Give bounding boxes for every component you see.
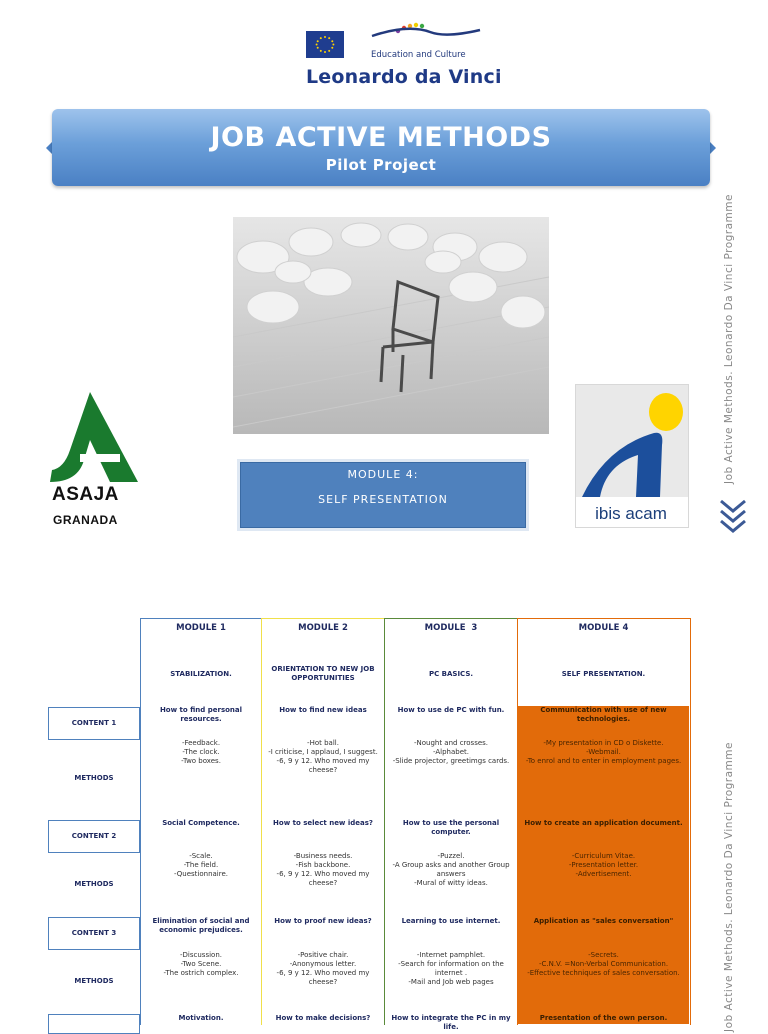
module1-content4: Motivation. [178,1014,224,1022]
side-programme-text-top: Job Active Methods. Leonardo Da Vinci Programme [723,194,735,484]
eu-flag-logo [306,31,344,58]
row-label-methods2: METHODS [74,880,114,888]
title-banner [52,109,710,186]
banner-right-arrow [710,142,716,154]
module4-methods3: -Secrets. -C.N.V. =Non-Verbal Communication. -Effective techniques of sales conversation. [527,951,680,977]
asaja-region: GRANADA [53,513,118,527]
module2-methods1: -Hot ball. -I criticise, I applaud, I suggest. -6, 9 y 12. Who moved my cheese? [268,739,378,774]
module4-content4: Presentation of the own person. [539,1014,668,1022]
row-label-content1: CONTENT 1 [48,707,140,740]
module-box [240,462,526,528]
module4-methods1: -My presentation in CD o Diskette. -Webmail. -To enrol and to enter in employment pages. [525,739,682,765]
module2-header: MODULE 2 [298,623,348,633]
programme-title: Leonardo da Vinci [306,66,502,88]
chevrons-down-icon [719,497,747,537]
module4-content3: Application as "sales conversation" [533,917,674,925]
asaja-name: ASAJA [52,484,119,505]
module3-methods3: -Internet pamphlet. -Search for information on the internet . -Mail and Job web pages [398,951,504,986]
module2-methods3: -Positive chair. -Anonymous letter. -6, 9 y 12. Who moved my cheese? [276,951,370,986]
row-label-content3: CONTENT 3 [48,917,140,950]
row-label-content2: CONTENT 2 [48,820,140,853]
banner-subtitle: Pilot Project [325,156,437,174]
row-label-content4 [48,1014,140,1034]
module2-content3: How to proof new ideas? [274,917,372,925]
module2-theme: ORIENTATION TO NEW JOB OPPORTUNITIES [271,665,375,682]
module3-header: MODULE 3 [424,623,478,633]
module1-header: MODULE 1 [176,623,226,633]
side-programme-text-bottom: Job Active Methods. Leonardo Da Vinci Programme [723,742,735,1032]
asaja-logo [50,390,140,530]
module1-content3: Elimination of social and economic prejudices. [152,917,250,934]
row-label-methods3: METHODS [74,977,114,985]
module2-methods2: -Business needs. -Fish backbone. -6, 9 y 12. Who moved my cheese? [276,852,370,887]
module3-theme: PC BASICS. [428,670,474,678]
row-label-methods1: METHODS [74,774,114,782]
module1-theme: STABILIZATION. [170,670,232,678]
module3-content2: How to use the personal computer. [402,819,500,836]
module3-content1: How to use de PC with fun. [397,706,505,714]
classroom-chairs-photo [233,217,549,434]
module1-methods2: -Scale. -The field. -Questionnaire. [173,852,229,878]
module2-content2: How to select new ideas? [273,819,373,827]
module4-content1: Communication with use of new technologies. [540,706,667,723]
module1-methods3: -Discussion. -Two Scene. -The ostrich complex. [163,951,239,977]
module-box-subtitle: SELF PRESENTATION [318,493,448,506]
module2-content1: How to find new ideas [279,706,367,714]
module3-content3: Learning to use internet. [401,917,501,925]
module3-methods1: -Nought and crosses. -Alphabet. -Slide projector, greetimgs cards. [392,739,510,765]
education-culture-label: Education and Culture [371,50,466,60]
module3-methods2: -Puzzel. -A Group asks and another Group answers -Mural of witty ideas. [392,852,510,887]
module3-content4: How to integrate the PC in my life. [391,1014,511,1031]
module4-methods2: -Curriculum Vitae. -Presentation letter. -Advertisement. [568,852,639,878]
module4-header: MODULE 4 [578,623,629,633]
banner-title: JOB ACTIVE METHODS [210,122,552,153]
ibis-acam-name: ibis acam [595,504,667,523]
module1-content2: Social Competence. [162,819,240,827]
module4-theme: SELF PRESENTATION. [561,670,646,678]
module-box-title: MODULE 4: [347,468,419,481]
module2-content4: How to make decisions? [275,1014,371,1022]
module1-content1: How to find personal resources. [159,706,243,723]
module4-content2: How to create an application document. [524,819,683,827]
module1-methods1: -Feedback. -The clock. -Two boxes. [181,739,221,765]
